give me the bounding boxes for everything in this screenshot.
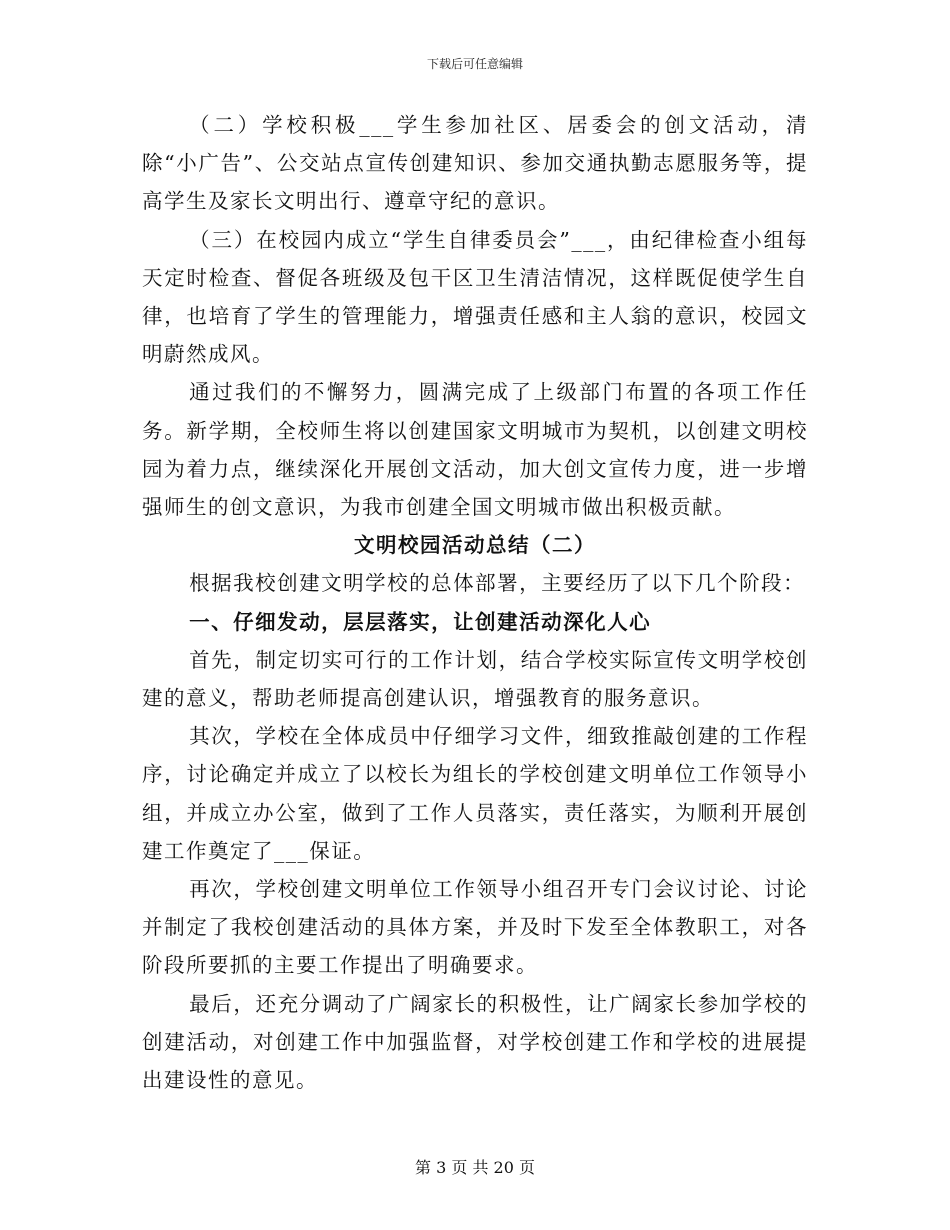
header-note: 下载后可任意编辑: [426, 57, 523, 71]
document-body: [142, 106, 808, 1099]
paragraph: （二）学校积极___学生参加社区、居委会的创文活动，清除“小广告”、公交站点宣传创建知识、参加交通执勤志愿服务等，提高学生及家长文明出行、遵章守纪的意识。: [142, 113, 808, 214]
section-title: 文明校园活动总结（二）: [354, 533, 596, 558]
paragraph: （三）在校园内成立“学生自律委员会”___，由纪律检查小组每天定时检查、督促各班级及包干区卫生清洁情况，这样既促使学生自律，也培育了学生的管理能力，增强责任感和主人翁的意识，校园文明蔚然成风。: [142, 227, 808, 367]
paragraph: 根据我校创建文明学校的总体部署，主要经历了以下几个阶段：: [189, 571, 806, 596]
section-heading: 一、仔细发动，层层落实，让创建活动深化人心: [189, 609, 652, 634]
page-number: 第 3 页 共 20 页: [415, 1158, 535, 1177]
paragraph: 最后，还充分调动了广阔家长的积极性，让广阔家长参加学校的创建活动，对创建工作中加强监督，对学校创建工作和学校的进展提出建设性的意见。: [142, 991, 808, 1093]
paragraph: 首先，制定切实可行的工作计划，结合学校实际宣传文明学校创建的意义，帮助老师提高创建认识，增强教育的服务意识。: [142, 647, 808, 711]
paragraph: 其次，学校在全体成员中仔细学习文件，细致推敲创建的工作程序，讨论确定并成立了以校长为组长的学校创建文明单位工作领导小组，并成立办公室，做到了工作人员落实，责任落实，为顺利开展创建工作奠定了___保证。: [142, 724, 808, 863]
paragraph: 通过我们的不懈努力，圆满完成了上级部门布置的各项工作任务。新学期，全校师生将以创建国家文明城市为契机，以创建文明校园为着力点，继续深化开展创文活动，加大创文宣传力度，进一步增强师生的创文意识，为我市创建全国文明城市做出积极贡献。: [142, 380, 808, 520]
paragraph: 再次，学校创建文明单位工作领导小组召开专门会议讨论、讨论并制定了我校创建活动的具体方案，并及时下发至全体教职工，对各阶段所要抓的主要工作提出了明确要求。: [142, 877, 808, 978]
